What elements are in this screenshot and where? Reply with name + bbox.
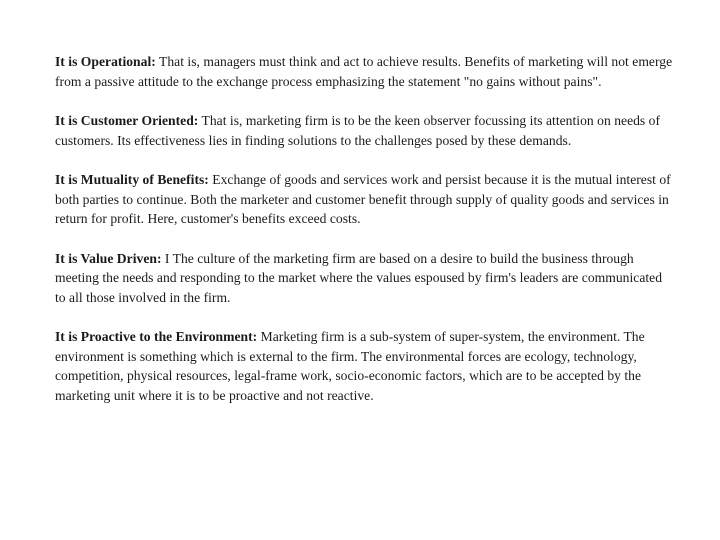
paragraph-term: It is Mutuality of Benefits: <box>55 172 209 187</box>
paragraph-proactive-to-environment <box>55 327 675 405</box>
paragraph-text: That is, managers must think and act to achieve results. Benefits of marketing will not emerge from a passive attitude to the exchange process emphasizing the statement "no gains without pains". <box>55 54 673 89</box>
paragraph-value-driven <box>55 249 675 308</box>
paragraph-customer-oriented <box>55 111 675 150</box>
paragraph-text: Exchange of goods and services work and persist because it is the mutual interest of both parties to continue. Both the marketer and customer benefit through supply of quality goods and services in return for profit. Here, customer's benefits exceed costs. <box>55 172 671 226</box>
paragraph-term: It is Value Driven: <box>55 250 162 266</box>
paragraph-text: That is, marketing firm is to be the keen observer focussing its attention on needs of customers. Its effectiveness lies in finding solutions to the challenges posed by these demands. <box>55 113 661 148</box>
paragraph-text: Marketing firm is a sub-system of super-system, the environment. The environment is something which is external to the firm. The environmental forces are ecology, technology, competition, physical resources, legal-frame work, socio-economic factors, which are to be accepted by the marketing unit where it is to be proactive and not reactive. <box>55 329 645 403</box>
paragraph-term: It is Proactive to the Environment: <box>55 329 258 344</box>
paragraph-term: It is Operational: <box>55 54 156 69</box>
paragraph-operational <box>55 52 675 91</box>
paragraph-mutuality-of-benefits <box>55 170 675 229</box>
document-body <box>55 52 675 425</box>
paragraph-term: It is Customer Oriented: <box>55 113 199 128</box>
paragraph-text: I The culture of the marketing firm are based on a desire to build the business through meeting the needs and responding to the market where the values espoused by firm's leaders are communicated to all those involved in the firm. <box>55 250 663 305</box>
